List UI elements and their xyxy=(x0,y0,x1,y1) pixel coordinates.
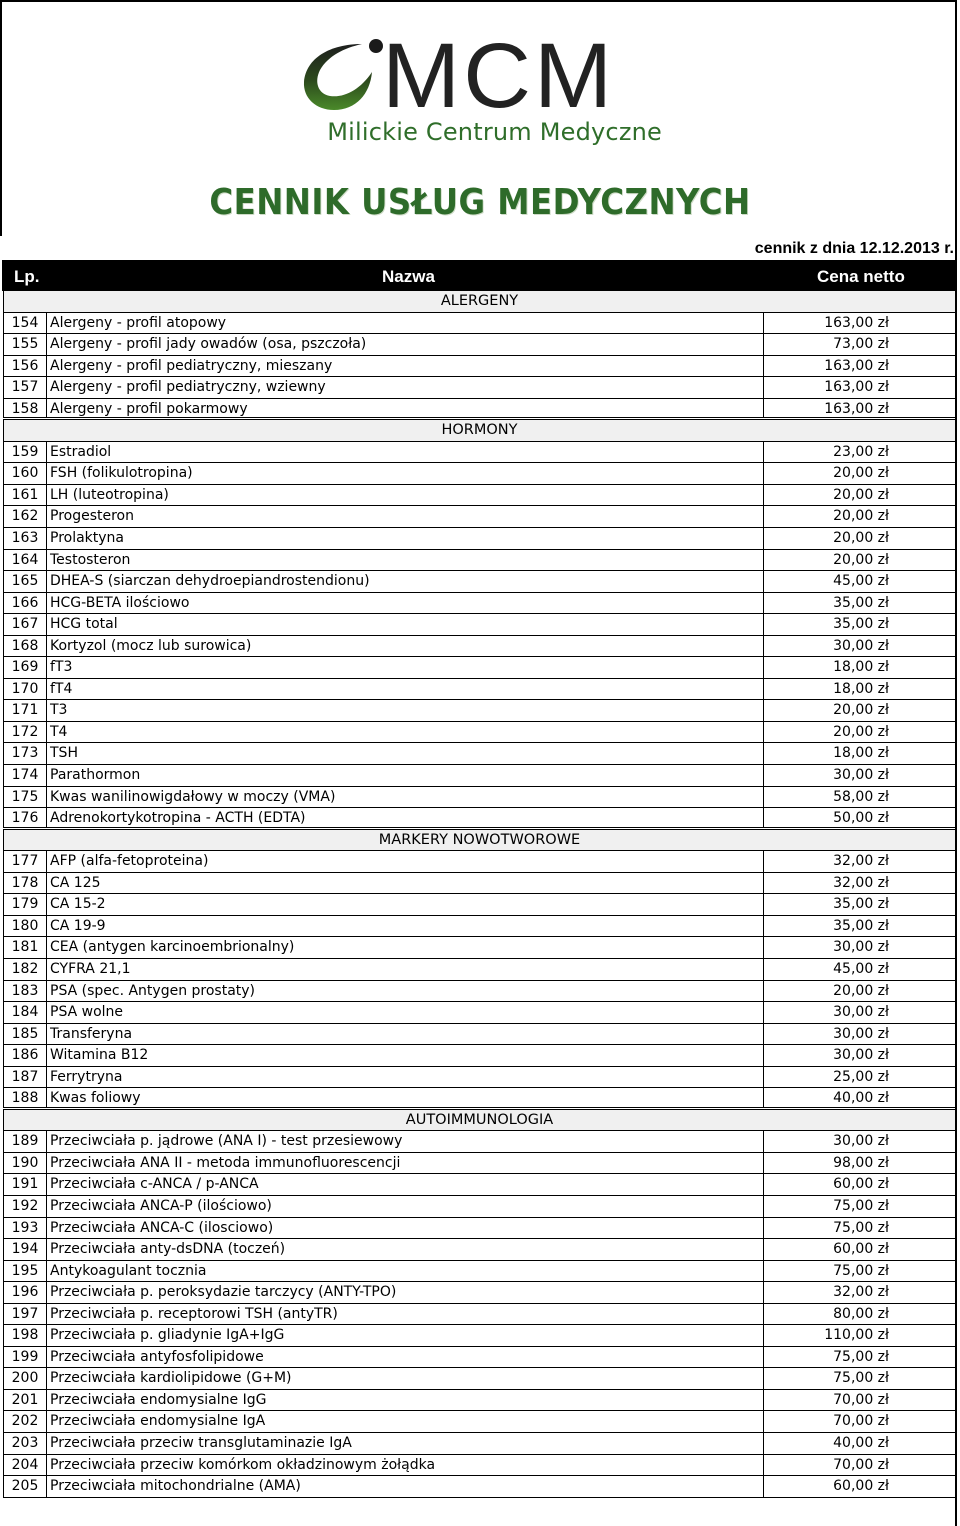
row-price: 75,00 zł xyxy=(764,1368,956,1389)
row-price: 75,00 zł xyxy=(764,1261,956,1282)
row-price: 20,00 zł xyxy=(764,700,956,721)
row-name: Przeciwciała ANA II - metoda immunofluorescencji xyxy=(47,1153,764,1174)
row-number: 189 xyxy=(3,1131,47,1152)
row-number: 183 xyxy=(3,981,47,1002)
table-row xyxy=(3,1347,956,1369)
row-name: Przeciwciała kardiolipidowe (G+M) xyxy=(47,1368,764,1389)
table-row xyxy=(3,313,956,335)
row-number: 203 xyxy=(3,1433,47,1454)
row-price: 80,00 zł xyxy=(764,1304,956,1325)
row-number: 156 xyxy=(3,356,47,377)
row-name: Przeciwciała mitochondrialne (AMA) xyxy=(47,1476,764,1497)
row-name: CA 19-9 xyxy=(47,916,764,937)
row-price: 70,00 zł xyxy=(764,1455,956,1476)
table-row xyxy=(3,1239,956,1261)
row-name: Przeciwciała p. gliadynie IgA+IgG xyxy=(47,1325,764,1346)
row-name: Transferyna xyxy=(47,1024,764,1045)
row-name: PSA wolne xyxy=(47,1002,764,1023)
row-price: 60,00 zł xyxy=(764,1174,956,1195)
row-number: 181 xyxy=(3,937,47,958)
table-row xyxy=(3,1088,956,1110)
table-row xyxy=(3,463,956,485)
row-price: 20,00 zł xyxy=(764,981,956,1002)
row-price: 98,00 zł xyxy=(764,1153,956,1174)
row-number: 166 xyxy=(3,593,47,614)
row-name: Kortyzol (mocz lub surowica) xyxy=(47,636,764,657)
table-row xyxy=(3,916,956,938)
row-number: 198 xyxy=(3,1325,47,1346)
row-number: 173 xyxy=(3,743,47,764)
table-row xyxy=(3,873,956,895)
row-number: 158 xyxy=(3,399,47,418)
row-price: 20,00 zł xyxy=(764,528,956,549)
section-header: HORMONY xyxy=(3,420,956,442)
row-price: 35,00 zł xyxy=(764,916,956,937)
table-row xyxy=(3,1304,956,1326)
row-price: 58,00 zł xyxy=(764,787,956,808)
mcm-logo xyxy=(300,25,680,154)
table-header xyxy=(2,260,957,291)
table-row xyxy=(3,1024,956,1046)
row-name: PSA (spec. Antygen prostaty) xyxy=(47,981,764,1002)
section-header: AUTOIMMUNOLOGIA xyxy=(3,1110,956,1132)
row-number: 195 xyxy=(3,1261,47,1282)
row-number: 202 xyxy=(3,1411,47,1432)
row-name: Adrenokortykotropina - ACTH (EDTA) xyxy=(47,808,764,827)
table-row xyxy=(3,981,956,1003)
row-number: 190 xyxy=(3,1153,47,1174)
row-number: 182 xyxy=(3,959,47,980)
row-price: 18,00 zł xyxy=(764,743,956,764)
table-row xyxy=(3,1282,956,1304)
table-row xyxy=(3,1153,956,1175)
row-name: Przeciwciała p. receptorowi TSH (antyTR) xyxy=(47,1304,764,1325)
row-number: 201 xyxy=(3,1390,47,1411)
row-number: 175 xyxy=(3,787,47,808)
row-price: 20,00 zł xyxy=(764,485,956,506)
row-price: 40,00 zł xyxy=(764,1088,956,1107)
row-number: 155 xyxy=(3,334,47,355)
row-price: 110,00 zł xyxy=(764,1325,956,1346)
row-name: Parathormon xyxy=(47,765,764,786)
row-number: 180 xyxy=(3,916,47,937)
table-row xyxy=(3,377,956,399)
row-number: 168 xyxy=(3,636,47,657)
row-number: 172 xyxy=(3,722,47,743)
row-name: fT3 xyxy=(47,657,764,678)
row-name: Przeciwciała ANCA-P (ilościowo) xyxy=(47,1196,764,1217)
row-number: 193 xyxy=(3,1218,47,1239)
section-header: ALERGENY xyxy=(3,291,956,313)
row-name: Ferrytryna xyxy=(47,1067,764,1088)
table-row xyxy=(3,636,956,658)
row-price: 40,00 zł xyxy=(764,1433,956,1454)
row-price: 30,00 zł xyxy=(764,1002,956,1023)
table-row xyxy=(3,851,956,873)
row-name: TSH xyxy=(47,743,764,764)
table-row xyxy=(3,765,956,787)
row-price: 30,00 zł xyxy=(764,636,956,657)
row-number: 187 xyxy=(3,1067,47,1088)
row-number: 163 xyxy=(3,528,47,549)
row-number: 167 xyxy=(3,614,47,635)
row-number: 162 xyxy=(3,506,47,527)
row-number: 179 xyxy=(3,894,47,915)
row-name: T4 xyxy=(47,722,764,743)
table-row xyxy=(3,894,956,916)
row-number: 160 xyxy=(3,463,47,484)
row-name: Przeciwciała endomysialne IgA xyxy=(47,1411,764,1432)
row-number: 184 xyxy=(3,1002,47,1023)
row-price: 75,00 zł xyxy=(764,1218,956,1239)
column-header-nazwa: Nazwa xyxy=(382,267,435,286)
table-row xyxy=(3,485,956,507)
row-name: Przeciwciała endomysialne IgG xyxy=(47,1390,764,1411)
row-price: 30,00 zł xyxy=(764,1131,956,1152)
row-price: 30,00 zł xyxy=(764,765,956,786)
row-name: Estradiol xyxy=(47,442,764,463)
logo-brand-text: MCM xyxy=(382,25,616,127)
row-price: 20,00 zł xyxy=(764,463,956,484)
row-name: Przeciwciała przeciw transglutaminazie IgA xyxy=(47,1433,764,1454)
row-name: DHEA-S (siarczan dehydroepiandrostendionu) xyxy=(47,571,764,592)
table-row xyxy=(3,743,956,765)
row-number: 164 xyxy=(3,550,47,571)
row-price: 45,00 zł xyxy=(764,959,956,980)
row-price: 30,00 zł xyxy=(764,1024,956,1045)
row-name: HCG-BETA ilościowo xyxy=(47,593,764,614)
table-row xyxy=(3,1455,956,1477)
row-number: 165 xyxy=(3,571,47,592)
table-row xyxy=(3,550,956,572)
row-price: 50,00 zł xyxy=(764,808,956,827)
row-number: 185 xyxy=(3,1024,47,1045)
row-name: Alergeny - profil atopowy xyxy=(47,313,764,334)
row-name: fT4 xyxy=(47,679,764,700)
row-price: 70,00 zł xyxy=(764,1390,956,1411)
row-number: 205 xyxy=(3,1476,47,1497)
row-name: Progesteron xyxy=(47,506,764,527)
row-name: LH (luteotropina) xyxy=(47,485,764,506)
row-price: 163,00 zł xyxy=(764,377,956,398)
row-price: 73,00 zł xyxy=(764,334,956,355)
row-number: 204 xyxy=(3,1455,47,1476)
document-title: CENNIK USŁUG MEDYCZNYCH xyxy=(209,182,751,223)
row-price: 23,00 zł xyxy=(764,442,956,463)
row-number: 192 xyxy=(3,1196,47,1217)
frame-border-left xyxy=(0,0,2,236)
row-name: Przeciwciała anty-dsDNA (toczeń) xyxy=(47,1239,764,1260)
table-row xyxy=(3,700,956,722)
row-price: 35,00 zł xyxy=(764,614,956,635)
table-row xyxy=(3,614,956,636)
row-name: T3 xyxy=(47,700,764,721)
row-name: Alergeny - profil pokarmowy xyxy=(47,399,764,418)
table-row xyxy=(3,1196,956,1218)
price-table xyxy=(3,291,956,1498)
row-price: 60,00 zł xyxy=(764,1239,956,1260)
row-name: Przeciwciała c-ANCA / p-ANCA xyxy=(47,1174,764,1195)
row-number: 196 xyxy=(3,1282,47,1303)
table-row xyxy=(3,1218,956,1240)
row-number: 194 xyxy=(3,1239,47,1260)
row-price: 20,00 zł xyxy=(764,550,956,571)
section-header: MARKERY NOWOTWOROWE xyxy=(3,830,956,852)
row-price: 20,00 zł xyxy=(764,722,956,743)
row-name: CYFRA 21,1 xyxy=(47,959,764,980)
row-number: 191 xyxy=(3,1174,47,1195)
table-row xyxy=(3,679,956,701)
table-row xyxy=(3,1067,956,1089)
table-row xyxy=(3,959,956,981)
row-name: Testosteron xyxy=(47,550,764,571)
row-number: 188 xyxy=(3,1088,47,1107)
row-name: AFP (alfa-fetoproteina) xyxy=(47,851,764,872)
row-price: 163,00 zł xyxy=(764,356,956,377)
row-price: 20,00 zł xyxy=(764,506,956,527)
row-number: 154 xyxy=(3,313,47,334)
table-row xyxy=(3,657,956,679)
row-price: 75,00 zł xyxy=(764,1347,956,1368)
row-number: 161 xyxy=(3,485,47,506)
row-number: 186 xyxy=(3,1045,47,1066)
logo-subtitle: Milickie Centrum Medyczne xyxy=(327,118,662,146)
table-row xyxy=(3,1325,956,1347)
row-number: 197 xyxy=(3,1304,47,1325)
row-number: 157 xyxy=(3,377,47,398)
row-name: Przeciwciała ANCA-C (ilosciowo) xyxy=(47,1218,764,1239)
row-name: CA 15-2 xyxy=(47,894,764,915)
row-price: 70,00 zł xyxy=(764,1411,956,1432)
table-row xyxy=(3,808,956,830)
table-row xyxy=(3,1131,956,1153)
row-number: 169 xyxy=(3,657,47,678)
row-name: HCG total xyxy=(47,614,764,635)
table-row xyxy=(3,1476,956,1498)
table-row xyxy=(3,787,956,809)
leaf-logo-icon xyxy=(300,36,386,116)
row-price: 32,00 zł xyxy=(764,1282,956,1303)
table-row xyxy=(3,1261,956,1283)
table-row xyxy=(3,356,956,378)
table-row xyxy=(3,528,956,550)
row-price: 32,00 zł xyxy=(764,851,956,872)
row-number: 178 xyxy=(3,873,47,894)
row-name: FSH (folikulotropina) xyxy=(47,463,764,484)
row-number: 177 xyxy=(3,851,47,872)
row-name: Witamina B12 xyxy=(47,1045,764,1066)
row-price: 75,00 zł xyxy=(764,1196,956,1217)
row-price: 163,00 zł xyxy=(764,399,956,418)
table-row xyxy=(3,399,956,421)
table-row xyxy=(3,1002,956,1024)
table-row xyxy=(3,1368,956,1390)
table-row xyxy=(3,334,956,356)
table-row xyxy=(3,571,956,593)
row-price: 45,00 zł xyxy=(764,571,956,592)
row-price: 32,00 zł xyxy=(764,873,956,894)
row-price: 60,00 zł xyxy=(764,1476,956,1497)
table-row xyxy=(3,1174,956,1196)
row-name: Prolaktyna xyxy=(47,528,764,549)
row-price: 30,00 zł xyxy=(764,1045,956,1066)
table-row xyxy=(3,1411,956,1433)
row-price: 35,00 zł xyxy=(764,593,956,614)
table-row xyxy=(3,1390,956,1412)
table-row xyxy=(3,1433,956,1455)
row-name: Przeciwciała p. jądrowe (ANA I) - test przesiewowy xyxy=(47,1131,764,1152)
row-number: 171 xyxy=(3,700,47,721)
table-row xyxy=(3,506,956,528)
row-name: Przeciwciała przeciw komórkom okładzinowym żołądka xyxy=(47,1455,764,1476)
row-name: CEA (antygen karcinoembrionalny) xyxy=(47,937,764,958)
row-name: Alergeny - profil pediatryczny, wziewny xyxy=(47,377,764,398)
column-header-cena: Cena netto xyxy=(817,267,905,286)
row-price: 25,00 zł xyxy=(764,1067,956,1088)
row-number: 176 xyxy=(3,808,47,827)
table-row xyxy=(3,937,956,959)
row-name: CA 125 xyxy=(47,873,764,894)
row-name: Przeciwciała antyfosfolipidowe xyxy=(47,1347,764,1368)
row-name: Kwas foliowy xyxy=(47,1088,764,1107)
row-price: 30,00 zł xyxy=(764,937,956,958)
table-row xyxy=(3,722,956,744)
row-price: 18,00 zł xyxy=(764,679,956,700)
row-name: Alergeny - profil jady owadów (osa, pszczoła) xyxy=(47,334,764,355)
row-number: 174 xyxy=(3,765,47,786)
row-name: Alergeny - profil pediatryczny, mieszany xyxy=(47,356,764,377)
frame-border-top xyxy=(0,0,957,2)
document-date: cennik z dnia 12.12.2013 r. xyxy=(754,240,954,257)
table-row xyxy=(3,442,956,464)
row-number: 170 xyxy=(3,679,47,700)
table-row xyxy=(3,593,956,615)
row-number: 200 xyxy=(3,1368,47,1389)
row-price: 163,00 zł xyxy=(764,313,956,334)
row-name: Przeciwciała p. peroksydazie tarczycy (ANTY-TPO) xyxy=(47,1282,764,1303)
row-number: 199 xyxy=(3,1347,47,1368)
row-price: 18,00 zł xyxy=(764,657,956,678)
row-price: 35,00 zł xyxy=(764,894,956,915)
row-name: Antykoagulant tocznia xyxy=(47,1261,764,1282)
table-row xyxy=(3,1045,956,1067)
row-name: Kwas wanilinowigdałowy w moczy (VMA) xyxy=(47,787,764,808)
column-header-lp: Lp. xyxy=(14,267,40,286)
row-number: 159 xyxy=(3,442,47,463)
